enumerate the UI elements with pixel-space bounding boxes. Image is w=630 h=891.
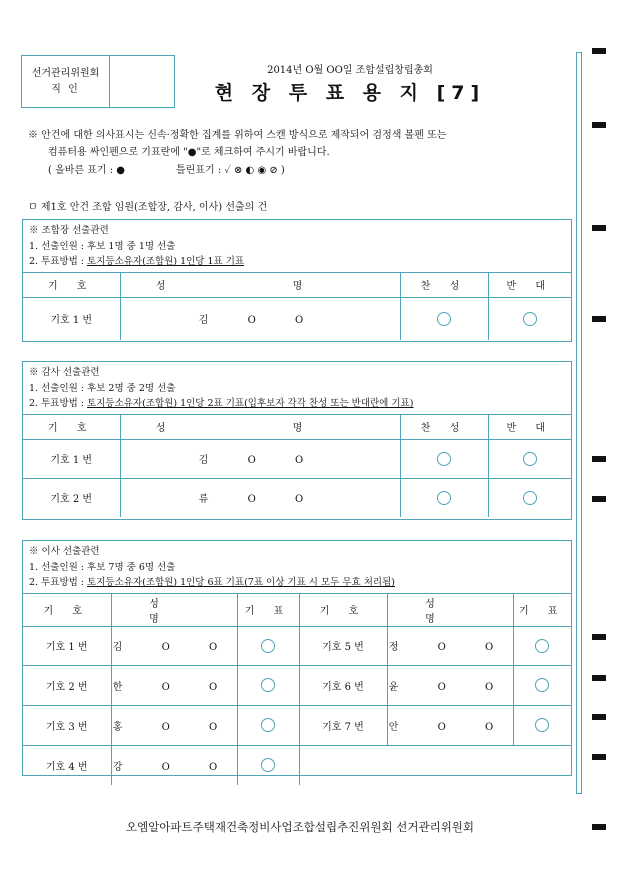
table-row <box>23 439 571 478</box>
vote-bubble[interactable] <box>261 718 275 732</box>
section-heading: ※ 이사 선출관련 <box>29 546 100 557</box>
candidate-name: 김 O O <box>120 439 400 478</box>
approval-line1: 선거관리위원회 <box>31 67 100 79</box>
approve-cell <box>400 297 488 340</box>
vote-cell <box>237 626 299 665</box>
table-row <box>23 665 571 705</box>
oppose-bubble[interactable] <box>523 312 537 326</box>
oppose-cell <box>488 439 571 478</box>
col-header-number: 기 호 <box>23 272 120 297</box>
vote-cell <box>237 705 299 745</box>
candidate-number: 기호 7 번 <box>299 705 387 745</box>
section-director <box>22 540 572 776</box>
table-row <box>23 297 571 340</box>
candidate-number: 기호 6 번 <box>299 665 387 705</box>
scan-mark <box>592 316 606 322</box>
approve-bubble[interactable] <box>437 312 451 326</box>
scan-mark <box>592 714 606 720</box>
approve-bubble[interactable] <box>437 491 451 505</box>
section-method: 2. 투표방법 : 토지등소유자(조합원) 1인당 2표 기표(입후보자 각각 찬성 또는 반대란에 기표) <box>29 398 414 409</box>
table-row <box>23 705 571 745</box>
candidate-name: 강 O O <box>111 745 237 785</box>
candidate-name: 홍 O O <box>111 705 237 745</box>
vote-cell <box>237 665 299 705</box>
approval-box <box>21 55 175 108</box>
empty-cell <box>299 745 571 785</box>
col-header-approve: 찬 성 <box>400 414 488 439</box>
vote-cell <box>513 705 571 745</box>
scan-mark <box>592 122 606 128</box>
col-header-approve: 찬 성 <box>400 272 488 297</box>
approve-cell <box>400 478 488 517</box>
section-method: 2. 투표방법 : 토지등소유자(조합원) 1인당 6표 기표(7표 이상 기표 시 모두 무효 처리됨) <box>29 577 395 588</box>
col-header-vote: 기 표 <box>513 593 571 626</box>
vote-cell <box>513 626 571 665</box>
agenda-title: ㅁ 제1호 안건 조합 임원(조합장, 감사, 이사) 선출의 건 <box>28 202 268 213</box>
candidate-name: 윤 O O <box>387 665 513 705</box>
candidate-number: 기호 1 번 <box>23 439 120 478</box>
notice-line1: ※ 안건에 대한 의사표시는 신속·정확한 집계를 위하여 스캔 방식으로 제작되어 검정색 볼펜 또는 <box>28 130 447 141</box>
table-row <box>23 745 571 785</box>
candidate-number: 기호 2 번 <box>23 665 111 705</box>
vote-bubble[interactable] <box>535 678 549 692</box>
oppose-bubble[interactable] <box>523 452 537 466</box>
scan-mark <box>592 675 606 681</box>
vote-bubble[interactable] <box>535 639 549 653</box>
vote-bubble[interactable] <box>261 639 275 653</box>
table-row <box>23 478 571 517</box>
vote-cell <box>513 665 571 705</box>
scan-mark <box>592 634 606 640</box>
col-header-oppose: 반 대 <box>488 272 571 297</box>
section-heading: ※ 감사 선출관련 <box>29 367 100 378</box>
vote-bubble[interactable] <box>261 678 275 692</box>
vote-bubble[interactable] <box>261 758 275 772</box>
candidate-number: 기호 5 번 <box>299 626 387 665</box>
col-header-name: 성 명 <box>120 272 400 297</box>
oppose-cell <box>488 478 571 517</box>
candidate-name: 김 O O <box>111 626 237 665</box>
scan-mark <box>592 456 606 462</box>
candidate-number: 기호 1 번 <box>23 626 111 665</box>
col-header-number: 기 호 <box>299 593 387 626</box>
col-header-oppose: 반 대 <box>488 414 571 439</box>
vote-cell <box>237 745 299 785</box>
candidate-number: 기호 3 번 <box>23 705 111 745</box>
approval-label <box>22 56 110 107</box>
section-count: 1. 선출인원 : 후보 2명 중 2명 선출 <box>29 382 176 394</box>
vote-bubble[interactable] <box>535 718 549 732</box>
notice-correct: ( 올바른 표기 : ● <box>48 165 126 176</box>
col-header-number: 기 호 <box>23 414 120 439</box>
page-subtitle: 2014년 O월 OO일 조합설립창립총회 <box>267 65 433 76</box>
section-heading: ※ 조합장 선출관련 <box>29 225 109 236</box>
table-row <box>23 626 571 665</box>
notice-line2: 컴퓨터용 싸인펜으로 기표란에 "●"로 체크하여 주시기 바랍니다. <box>48 147 330 158</box>
candidate-name: 안 O O <box>387 705 513 745</box>
scan-mark <box>592 48 606 54</box>
approve-bubble[interactable] <box>437 452 451 466</box>
approve-cell <box>400 439 488 478</box>
candidate-number: 기호 1 번 <box>23 297 120 340</box>
section-count: 1. 선출인원 : 후보 1명 중 1명 선출 <box>29 240 176 252</box>
footer-organization: 오엠알아파트주택재건축정비사업조합설립추진위원회 선거관리위원회 <box>125 820 475 834</box>
section-count: 1. 선출인원 : 후보 7명 중 6명 선출 <box>29 561 176 573</box>
col-header-vote: 기 표 <box>237 593 299 626</box>
candidate-name: 한 O O <box>111 665 237 705</box>
candidate-number: 기호 4 번 <box>23 745 111 785</box>
candidate-name: 김 O O <box>120 297 400 340</box>
section-method: 2. 투표방법 : 토지등소유자(조합원) 1인당 1표 기표 <box>29 256 245 267</box>
approval-line2: 직 인 <box>51 83 80 95</box>
oppose-cell <box>488 297 571 340</box>
notice-wrong: 틀린표기 : ✓ ⊗ ◐ ◉ ⊘ ) <box>176 165 285 176</box>
scan-mark <box>592 496 606 502</box>
section-chair <box>22 219 572 342</box>
col-header-number: 기 호 <box>23 593 111 626</box>
candidate-name: 류 O O <box>120 478 400 517</box>
oppose-bubble[interactable] <box>523 491 537 505</box>
page-title: 현 장 투 표 용 지 [7] <box>214 82 486 104</box>
col-header-name: 성 명 <box>111 593 237 626</box>
candidate-number: 기호 2 번 <box>23 478 120 517</box>
candidate-name: 정 O O <box>387 626 513 665</box>
col-header-name: 성 명 <box>387 593 513 626</box>
scan-mark <box>592 225 606 231</box>
scan-rail <box>576 52 582 794</box>
scan-mark <box>592 754 606 760</box>
col-header-name: 성 명 <box>120 414 400 439</box>
section-audit <box>22 361 572 520</box>
